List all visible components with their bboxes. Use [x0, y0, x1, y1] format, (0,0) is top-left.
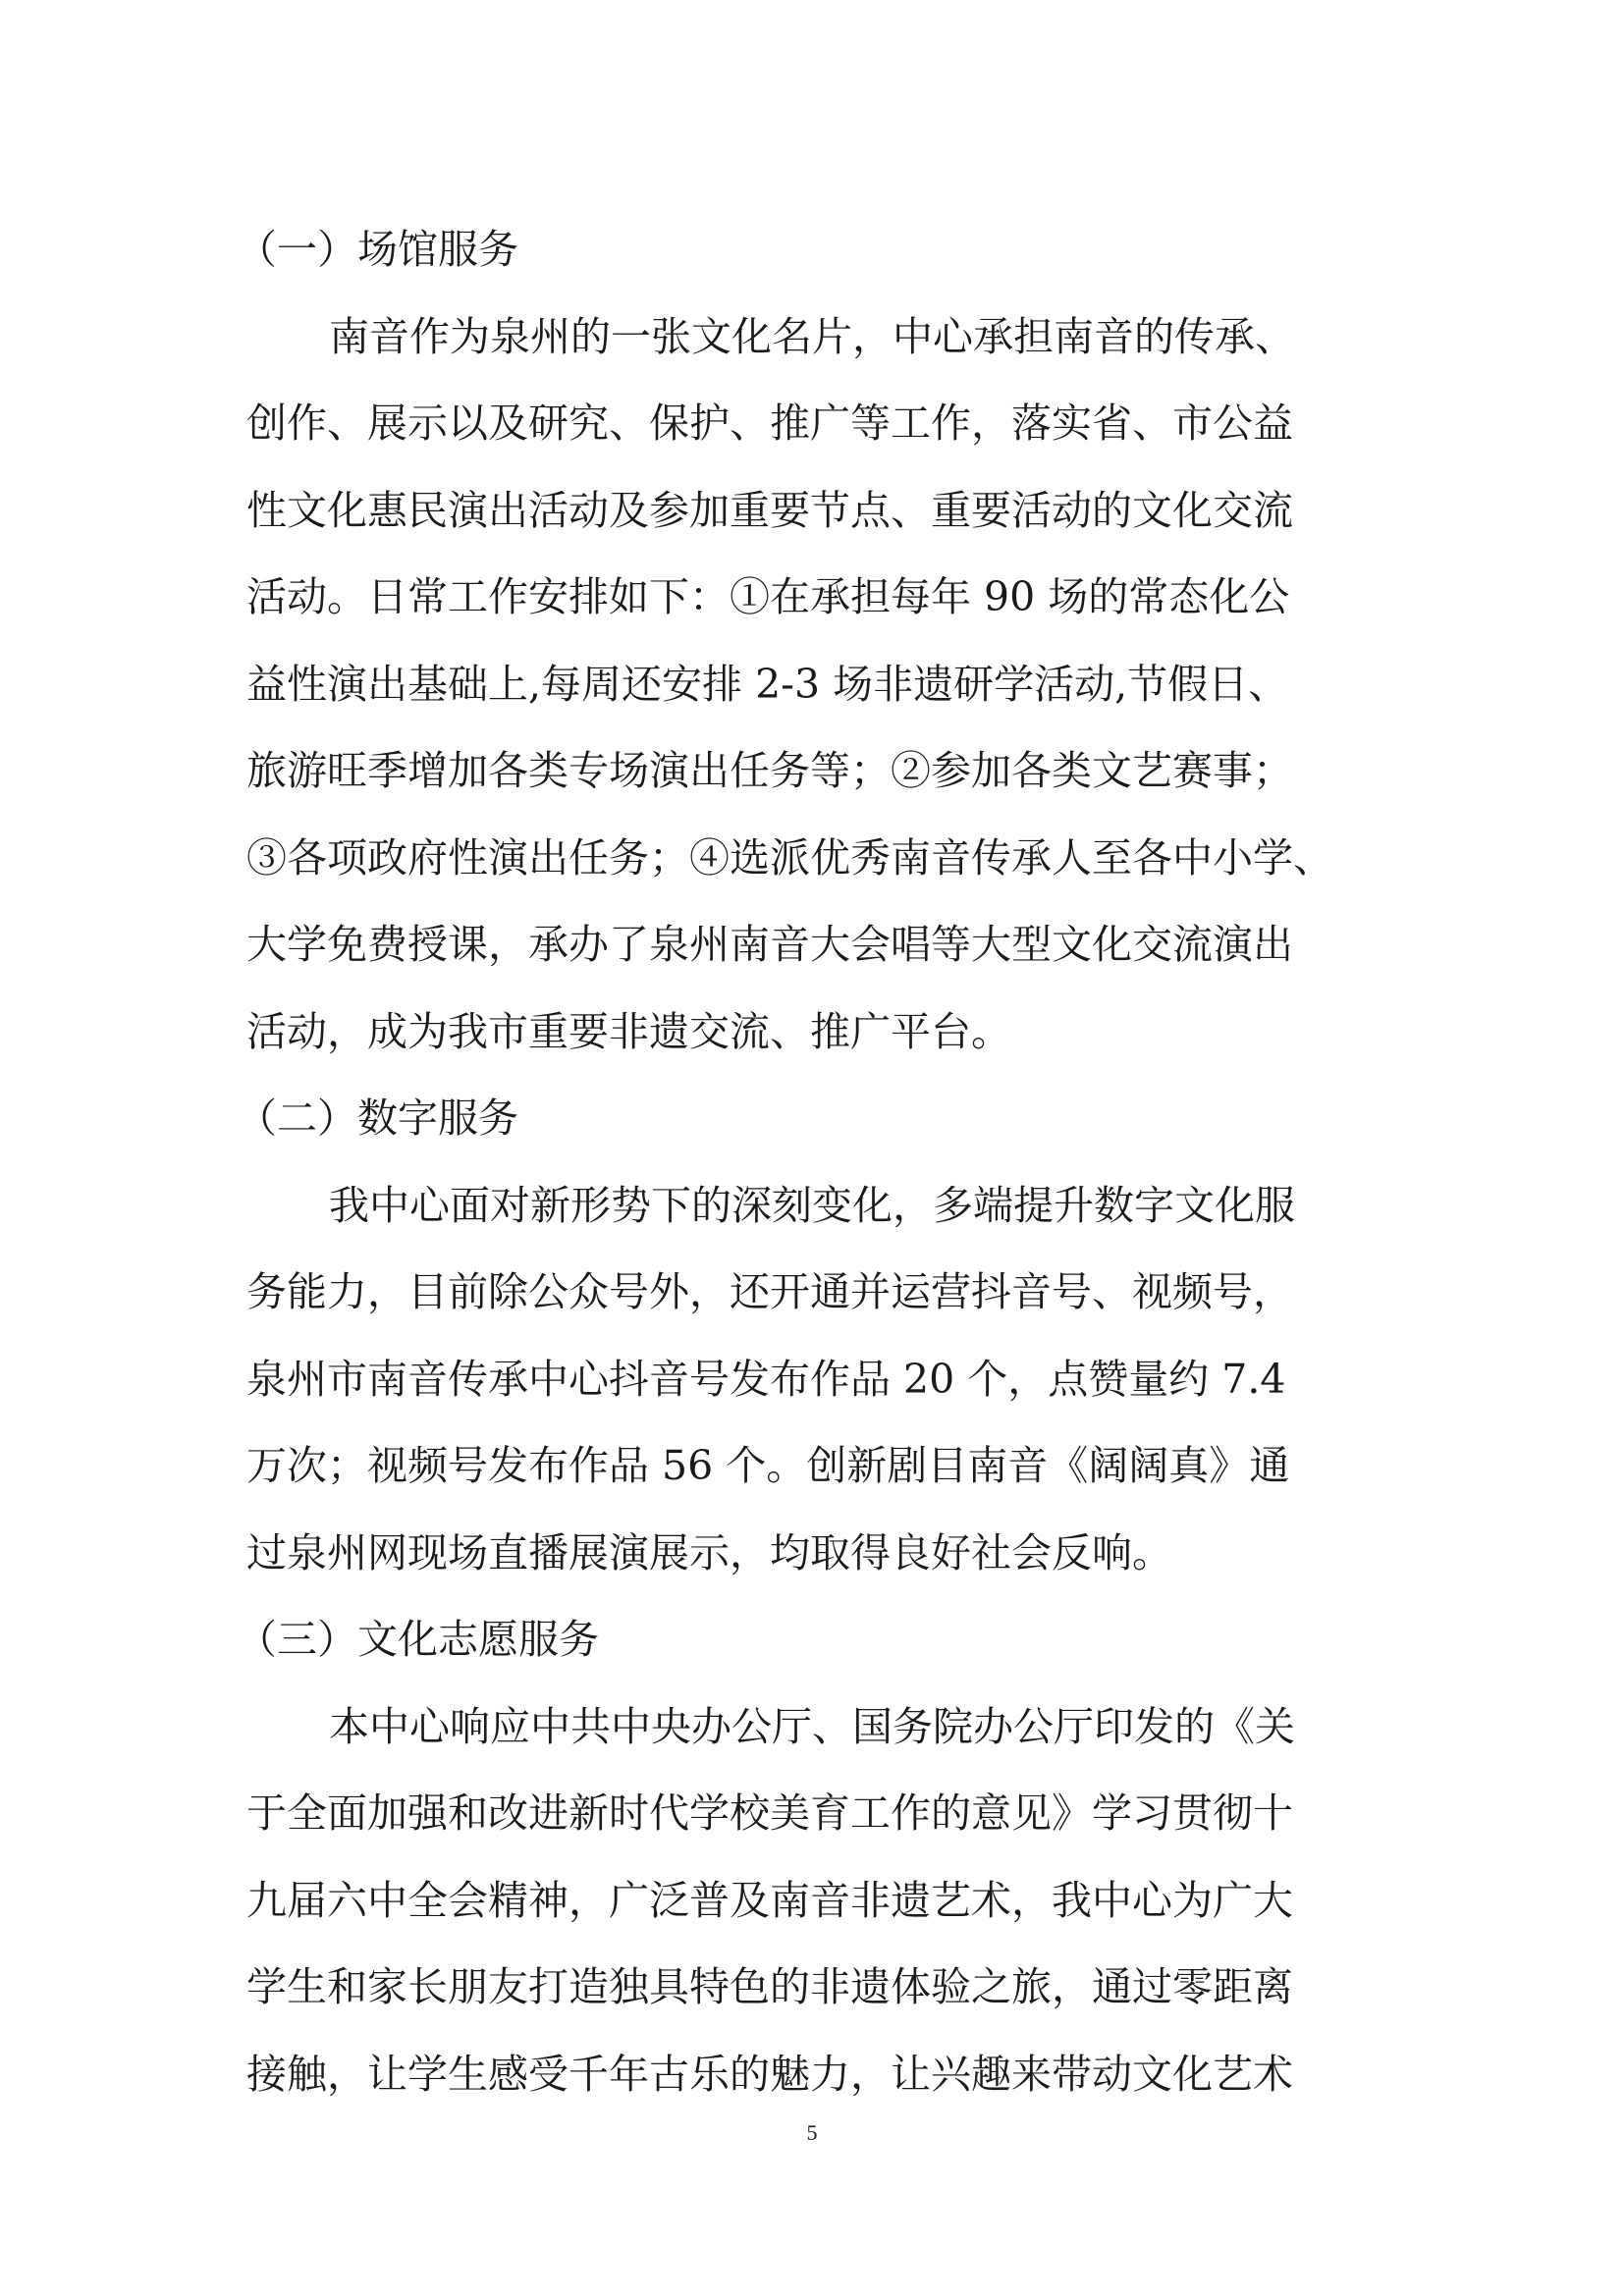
paragraph-line: 接触，让学生感受千年古乐的魅力，让兴趣来带动文化艺术	[246, 2050, 1293, 2098]
paragraph-line: 大学免费授课，承办了泉州南音大会唱等大型文化交流演出	[246, 921, 1293, 968]
paragraph-line: 益性演出基础上,每周还安排 2-3 场非遗研学活动,节假日、	[246, 660, 1289, 708]
paragraph-line: 泉州市南音传承中心抖音号发布作品 20 个，点赞量约 7.4	[246, 1355, 1286, 1403]
paragraph-line: ③各项政府性演出任务；④选派优秀南音传承人至各中小学、	[246, 833, 1333, 881]
paragraph-line: 性文化惠民演出活动及参加重要节点、重要活动的文化交流	[246, 486, 1293, 534]
paragraph-line: 本中心响应中共中央办公厅、国务院办公厅印发的《关	[329, 1702, 1295, 1750]
paragraph-line: 创作、展示以及研究、保护、推广等工作，落实省、市公益	[246, 400, 1293, 447]
paragraph-line: 活动，成为我市重要非遗交流、推广平台。	[246, 1007, 1011, 1055]
paragraph-line: 过泉州网现场直播展演展示，均取得良好社会反响。	[246, 1528, 1172, 1576]
paragraph-line: 旅游旺季增加各类专场演出任务等；②参加各类文艺赛事；	[246, 747, 1293, 794]
paragraph-line: 南音作为泉州的一张文化名片，中心承担南音的传承、	[329, 312, 1295, 360]
section-heading: （三）文化志愿服务	[237, 1616, 599, 1663]
paragraph-line: 万次；视频号发布作品 56 个。创新剧目南音《阔阔真》通	[246, 1442, 1290, 1489]
paragraph-line: 我中心面对新形势下的深刻变化，多端提升数字文化服	[329, 1181, 1295, 1229]
section-heading: （二）数字服务	[237, 1095, 518, 1142]
paragraph-line: 活动。日常工作安排如下：①在承担每年 90 场的常态化公	[246, 573, 1290, 620]
paragraph-line: 九届六中全会精神，广泛普及南音非遗艺术，我中心为广大	[246, 1876, 1293, 1924]
paragraph-line: 务能力，目前除公众号外，还开通并运营抖音号、视频号，	[246, 1268, 1293, 1315]
page-number: 5	[806, 2120, 818, 2145]
body-text	[237, 206, 1395, 2117]
section-heading: （一）场馆服务	[237, 226, 518, 273]
paragraph-line: 学生和家长朋友打造独具特色的非遗体验之旅，通过零距离	[246, 1963, 1293, 2010]
paragraph-line: 于全面加强和改进新时代学校美育工作的意见》学习贯彻十	[246, 1789, 1293, 1837]
